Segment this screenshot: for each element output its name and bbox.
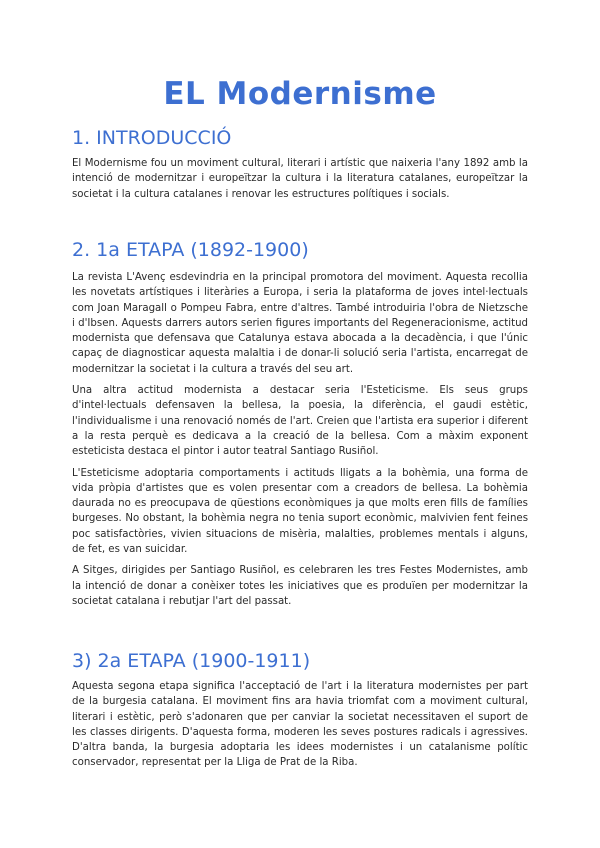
section-paragraph: Aquesta segona etapa significa l'acceptació de l'art i la literatura modernistes per part de la burgesia catalana. El moviment fins ara havia triomfat com a moviment cultural, literari i estètic, però s'adonaren que per canviar la societat necessitaven el suport de les classes dirigents. D'aquesta forma, moderen les seves postures radicals i agressives. D'altra banda, la burgesia adoptaria les idees modernistes i un catalanisme polític conservador, representat per la Lliga de Prat de la Riba. — [72, 681, 528, 769]
document-title: EL Modernisme — [163, 76, 437, 112]
section-heading: 3) 2a ETAPA (1900-1911) — [72, 650, 311, 672]
section-paragraph: L'Esteticisme adoptaria comportaments i actituds lligats a la bohèmia, una forma de vida pròpia d'artistes que es volen presentar com a creadors de bellesa. La bohèmia daurada no es preocupava de qüestions econòmiques ja que molts eren fills de famílies burgeses. No obstant, la bohèmia negra no tenia suport econòmic, malvivien fent feines poc satisfactòries, vivien situacions de misèria, malalties, problemes mentals i alguns, de fet, es van suicidar. — [72, 467, 528, 556]
section-paragraph: La revista L'Avenç esdevindria en la principal promotora del moviment. Aquesta recollia les novetats artístiques i literàries a Europa, i seria la plataforma de joves intel·lectuals com Joan Maragall o Pompeu Fabra, entre d'altres. També introduiria l'obra de Nietzsche i d'Ibsen. Aquests darrers autors serien figures importants del Regeneracionisme, actitud modernista que defensava que Catalunya estava abocada a la decadència, i que l'únic capaç de diagnosticar aquesta malaltia i de donar-li solució seria l'artista, encarregat de modernitzar la societat i la cultura a través del seu art. — [72, 272, 528, 375]
section-primera-etapa — [72, 238, 528, 609]
section-heading: 1. INTRODUCCIÓ — [72, 127, 232, 149]
section-heading: 2. 1a ETAPA (1892-1900) — [72, 239, 309, 261]
section-segona-etapa — [72, 649, 528, 771]
section-paragraph: A Sitges, dirigides per Santiago Rusiñol, es celebraren les tres Festes Modernistes, amb la intenció de donar a conèixer totes les iniciatives que es produïen per modernitzar la societat catalana i rebutjar l'art del passat. — [72, 565, 528, 607]
section-paragraph: Una altra actitud modernista a destacar seria l'Esteticisme. Els seus grups d'intel·lectuals defensaven la bellesa, la poesia, la diferència, el gaudi estètic, l'individualisme i una renovació només de l'art. Creien que l'artista era superior i diferent a la resta perquè es dedicava a la creació de la bellesa. Com a màxim exponent esteticista destaca el pintor i autor teatral Santiago Rusiñol. — [72, 385, 528, 458]
section-paragraph: El Modernisme fou un moviment cultural, literari i artístic que naixeria l'any 1892 amb la intenció de modernitzar i europeïtzar la cultura i la literatura catalanes, europeïtzar la societat i la cultura catalanes i renovar les estructures polítiques i socials. — [72, 158, 528, 200]
section-introduccio — [72, 126, 528, 202]
